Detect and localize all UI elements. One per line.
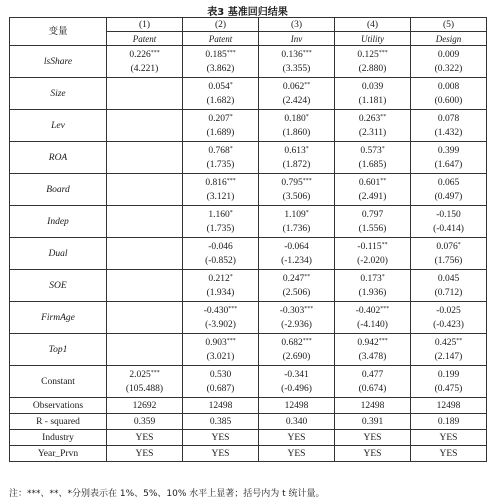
t-statistic: (-0.414): [433, 223, 464, 234]
t-statistic: (2.491): [358, 191, 387, 202]
coefficient-value: 0.768: [208, 146, 230, 156]
coefficient-cell: [411, 46, 487, 78]
coefficient-value: 0.045: [437, 274, 460, 284]
coefficient-value: 0.247: [282, 274, 305, 284]
dependent-variable: Inv: [259, 32, 335, 46]
stat-value: YES: [259, 430, 335, 446]
significance-stars: ***: [378, 338, 388, 344]
stat-name: Industry: [10, 430, 107, 446]
column-number: (5): [411, 18, 487, 32]
coefficient-row: [10, 46, 487, 78]
coefficient-cell: [183, 366, 259, 398]
coefficient-cell: [183, 270, 259, 302]
t-statistic: (2.424): [282, 95, 311, 106]
coefficient-cell: [107, 334, 183, 366]
significance-stars: *: [305, 114, 309, 120]
variable-name: Dual: [10, 238, 107, 270]
coefficient-row: [10, 78, 487, 110]
stat-value: YES: [183, 446, 259, 462]
t-statistic: (2.311): [358, 127, 387, 138]
t-statistic: (1.181): [358, 95, 387, 106]
coefficient-value: 0.816: [205, 178, 227, 188]
coefficient-cell: [107, 46, 183, 78]
significance-stars: *: [457, 242, 461, 248]
significance-stars: *: [305, 146, 309, 152]
coefficient-cell: [411, 270, 487, 302]
stat-value: YES: [335, 430, 411, 446]
stat-value: 12498: [335, 398, 411, 414]
stat-value: 0.391: [335, 414, 411, 430]
t-statistic: (1.685): [358, 159, 387, 170]
t-statistic: (-2.936): [281, 319, 312, 330]
significance-stars: **: [380, 178, 387, 184]
significance-stars: *: [381, 274, 385, 280]
variable-header: 变量: [10, 18, 107, 46]
coefficient-value: -0.115: [357, 242, 382, 252]
coefficient-value: 0.125: [357, 50, 379, 60]
t-statistic: [107, 318, 182, 334]
coefficient-cell: [183, 142, 259, 174]
coefficient-cell: [259, 334, 335, 366]
significance-stars: *: [229, 114, 233, 120]
variable-name: FirmAge: [10, 302, 107, 334]
coefficient-value: 0.263: [358, 114, 381, 124]
coefficient-value: 0.039: [361, 82, 384, 92]
stat-value: 0.340: [259, 414, 335, 430]
coefficient-cell: [411, 302, 487, 334]
significance-stars: *: [229, 210, 233, 216]
t-statistic: (4.221): [130, 63, 159, 74]
coefficient-value: 0.212: [208, 274, 230, 284]
coefficient-cell: [335, 334, 411, 366]
t-statistic: (1.735): [206, 159, 235, 170]
coefficient-cell: [107, 366, 183, 398]
t-statistic: (1.647): [434, 159, 463, 170]
stats-row: [10, 398, 487, 414]
coefficient-value: -0.341: [284, 370, 309, 380]
coefficient-value: -0.064: [284, 242, 309, 252]
t-statistic: (0.322): [434, 63, 463, 74]
t-statistic: [107, 254, 182, 270]
coefficient-cell: [183, 46, 259, 78]
t-statistic: (2.506): [282, 287, 311, 298]
variable-name: Size: [10, 78, 107, 110]
coefficient-value: 0.226: [129, 50, 151, 60]
coefficient-value: 0.613: [284, 146, 306, 156]
dependent-variable: Utility: [335, 32, 411, 46]
coefficient-cell: [259, 46, 335, 78]
significance-stars: ***: [302, 338, 312, 344]
t-statistic: [107, 158, 182, 174]
coefficient-cell: [259, 366, 335, 398]
t-statistic: (-3.902): [205, 319, 236, 330]
significance-stars: *: [305, 210, 309, 216]
t-statistic: (1.936): [358, 287, 387, 298]
coefficient-value: -0.150: [436, 210, 461, 220]
t-statistic: (3.121): [206, 191, 235, 202]
significance-stars: ***: [380, 306, 390, 312]
significance-stars: **: [304, 82, 311, 88]
variable-name: Indep: [10, 206, 107, 238]
coefficient-cell: [259, 206, 335, 238]
coefficient-value: 0.078: [437, 114, 460, 124]
coefficient-cell: [183, 302, 259, 334]
t-statistic: [107, 222, 182, 238]
t-statistic: (1.682): [206, 95, 235, 106]
dependent-variable: Design: [411, 32, 487, 46]
t-statistic: (1.756): [434, 255, 463, 266]
t-statistic: (0.497): [434, 191, 463, 202]
coefficient-value: 0.207: [208, 114, 230, 124]
coefficient-value: 0.076: [436, 242, 458, 252]
stat-value: YES: [411, 430, 487, 446]
coefficient-cell: [259, 110, 335, 142]
t-statistic: (3.021): [206, 351, 235, 362]
coefficient-row: [10, 334, 487, 366]
coefficient-cell: [259, 238, 335, 270]
coefficient-cell: [335, 174, 411, 206]
coefficient-value: -0.430: [203, 306, 229, 316]
coefficient-row: [10, 302, 487, 334]
significance-stars: **: [456, 338, 463, 344]
coefficient-cell: [183, 238, 259, 270]
coefficient-value: 1.160: [208, 210, 230, 220]
t-statistic: (2.880): [358, 63, 387, 74]
t-statistic: (2.147): [434, 351, 463, 362]
coefficient-value: 0.136: [281, 50, 303, 60]
stat-value: 12692: [107, 398, 183, 414]
stat-value: YES: [411, 446, 487, 462]
t-statistic: (3.862): [206, 63, 235, 74]
coefficient-cell: [335, 302, 411, 334]
coefficient-cell: [107, 110, 183, 142]
coefficient-row: [10, 174, 487, 206]
coefficient-cell: [107, 174, 183, 206]
variable-name: lsShare: [10, 46, 107, 78]
variable-name: Board: [10, 174, 107, 206]
variable-name: Top1: [10, 334, 107, 366]
coefficient-row: [10, 270, 487, 302]
coefficient-cell: [411, 238, 487, 270]
significance-stars: ***: [302, 50, 312, 56]
coefficient-value: -0.303: [279, 306, 305, 316]
coefficient-value: 2.025: [129, 370, 151, 380]
coefficient-value: 0.682: [281, 338, 303, 348]
stat-name: Observations: [10, 398, 107, 414]
t-statistic: (1.934): [206, 287, 235, 298]
coefficient-cell: [107, 302, 183, 334]
coefficient-value: 1.109: [284, 210, 306, 220]
coefficient-value: -0.402: [355, 306, 381, 316]
significance-stars: **: [381, 242, 388, 248]
coefficient-cell: [107, 238, 183, 270]
coefficient-cell: [411, 366, 487, 398]
coefficient-cell: [335, 46, 411, 78]
coefficient-row: [10, 110, 487, 142]
t-statistic: (0.674): [358, 383, 387, 394]
t-statistic: (0.475): [434, 383, 463, 394]
coefficient-value: 0.399: [437, 146, 460, 156]
coefficient-value: 0.530: [209, 370, 232, 380]
variable-name: SOE: [10, 270, 107, 302]
stat-value: YES: [335, 446, 411, 462]
coefficient-cell: [107, 142, 183, 174]
t-statistic: (1.736): [282, 223, 311, 234]
coefficient-cell: [107, 270, 183, 302]
column-number: (2): [183, 18, 259, 32]
t-statistic: (-0.496): [281, 383, 312, 394]
table-title: 表3 基准回归结果: [207, 7, 288, 18]
coefficient-value: 0.795: [281, 178, 303, 188]
coefficient-cell: [335, 270, 411, 302]
coefficient-row: [10, 206, 487, 238]
coefficient-cell: [335, 238, 411, 270]
coefficient-cell: [259, 270, 335, 302]
coefficient-value: 0.903: [205, 338, 227, 348]
stat-value: 0.189: [411, 414, 487, 430]
stat-value: YES: [107, 430, 183, 446]
t-statistic: (0.712): [434, 287, 463, 298]
variable-name: ROA: [10, 142, 107, 174]
stat-value: YES: [183, 430, 259, 446]
coefficient-cell: [183, 334, 259, 366]
coefficient-cell: [411, 206, 487, 238]
t-statistic: (3.478): [358, 351, 387, 362]
coefficient-value: 0.199: [437, 370, 460, 380]
t-statistic: (105.488): [125, 383, 164, 394]
t-statistic: (1.689): [206, 127, 235, 138]
t-statistic: (-4.140): [357, 319, 388, 330]
regression-table: [9, 17, 487, 462]
t-statistic: (2.690): [282, 351, 311, 362]
coefficient-value: 0.477: [361, 370, 384, 380]
coefficient-cell: [259, 302, 335, 334]
coefficient-value: -0.046: [208, 242, 233, 252]
t-statistic: (1.860): [282, 127, 311, 138]
coefficient-cell: [259, 78, 335, 110]
t-statistic: [107, 350, 182, 366]
stat-name: Year_Prvn: [10, 446, 107, 462]
t-statistic: (-2.020): [357, 255, 388, 266]
significance-stars: **: [380, 114, 387, 120]
stat-value: 0.385: [183, 414, 259, 430]
t-statistic: [107, 190, 182, 206]
significance-stars: ***: [378, 50, 388, 56]
stat-value: 12498: [411, 398, 487, 414]
coefficient-value: 0.065: [437, 178, 460, 188]
t-statistic: (3.355): [282, 63, 311, 74]
coefficient-value: 0.062: [282, 82, 305, 92]
stat-value: 12498: [259, 398, 335, 414]
coefficient-cell: [259, 142, 335, 174]
stat-value: 0.359: [107, 414, 183, 430]
t-statistic: (3.506): [282, 191, 311, 202]
column-number: (1): [107, 18, 183, 32]
coefficient-value: 0.601: [358, 178, 381, 188]
t-statistic: (1.556): [358, 223, 387, 234]
coefficient-value: 0.180: [284, 114, 306, 124]
column-number: (4): [335, 18, 411, 32]
table-note: 注：***、**、*分别表示在 1%、5%、10% 水平上显著；括号内为 t 统计量。: [9, 489, 325, 499]
significance-stars: ***: [226, 50, 236, 56]
coefficient-cell: [183, 174, 259, 206]
coefficient-value: 0.009: [437, 50, 460, 60]
significance-stars: ***: [150, 370, 160, 376]
coefficient-cell: [107, 78, 183, 110]
coefficient-value: 0.942: [357, 338, 379, 348]
significance-stars: *: [229, 82, 233, 88]
significance-stars: ***: [302, 178, 312, 184]
stat-name: R - squared: [10, 414, 107, 430]
coefficient-value: -0.025: [436, 306, 461, 316]
dependent-variable: Patent: [107, 32, 183, 46]
coefficient-row: [10, 238, 487, 270]
coefficient-value: 0.425: [434, 338, 457, 348]
t-statistic: [107, 94, 182, 110]
coefficient-value: 0.173: [360, 274, 382, 284]
coefficient-row: [10, 366, 487, 398]
coefficient-cell: [411, 334, 487, 366]
t-statistic: (1.735): [206, 223, 235, 234]
coefficient-cell: [107, 206, 183, 238]
significance-stars: *: [229, 274, 233, 280]
significance-stars: **: [304, 274, 311, 280]
stats-row: [10, 430, 487, 446]
coefficient-cell: [335, 78, 411, 110]
coefficient-cell: [335, 142, 411, 174]
stats-row: [10, 446, 487, 462]
coefficient-row: [10, 142, 487, 174]
t-statistic: [107, 286, 182, 302]
significance-stars: ***: [226, 178, 236, 184]
coefficient-cell: [183, 110, 259, 142]
t-statistic: (-0.852): [205, 255, 236, 266]
variable-name: Constant: [10, 366, 107, 398]
coefficient-value: 0.573: [360, 146, 382, 156]
variable-name: Lev: [10, 110, 107, 142]
coefficient-cell: [335, 110, 411, 142]
t-statistic: (-0.423): [433, 319, 464, 330]
coefficient-cell: [411, 78, 487, 110]
coefficient-cell: [259, 174, 335, 206]
t-statistic: (1.432): [434, 127, 463, 138]
t-statistic: (0.687): [206, 383, 235, 394]
coefficient-cell: [411, 110, 487, 142]
significance-stars: *: [229, 146, 233, 152]
stat-value: YES: [259, 446, 335, 462]
t-statistic: (1.872): [282, 159, 311, 170]
coefficient-cell: [411, 142, 487, 174]
coefficient-cell: [183, 78, 259, 110]
coefficient-cell: [411, 174, 487, 206]
significance-stars: *: [381, 146, 385, 152]
coefficient-cell: [335, 206, 411, 238]
column-number: (3): [259, 18, 335, 32]
coefficient-value: 0.797: [361, 210, 384, 220]
stat-value: YES: [107, 446, 183, 462]
significance-stars: ***: [228, 306, 238, 312]
coefficient-value: 0.185: [205, 50, 227, 60]
dependent-variable: Patent: [183, 32, 259, 46]
coefficient-cell: [335, 366, 411, 398]
coefficient-value: 0.054: [208, 82, 230, 92]
significance-stars: ***: [226, 338, 236, 344]
header-row-columns: [10, 18, 487, 32]
t-statistic: (0.600): [434, 95, 463, 106]
stat-value: 12498: [183, 398, 259, 414]
significance-stars: ***: [304, 306, 314, 312]
coefficient-value: 0.008: [437, 82, 460, 92]
coefficient-cell: [183, 206, 259, 238]
t-statistic: (-1.234): [281, 255, 312, 266]
stats-row: [10, 414, 487, 430]
significance-stars: ***: [150, 50, 160, 56]
t-statistic: [107, 126, 182, 142]
